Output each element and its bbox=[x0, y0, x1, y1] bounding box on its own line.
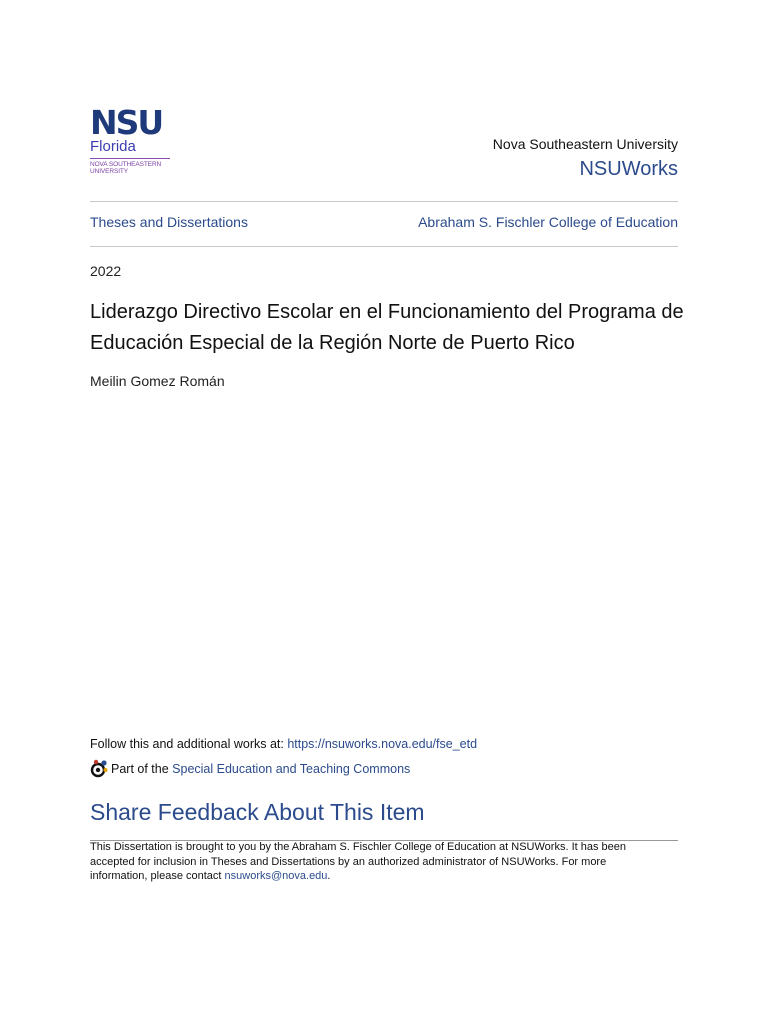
logo-wordmark: NSU bbox=[90, 103, 163, 142]
logo-florida: Florida bbox=[90, 138, 136, 155]
follow-prefix: Follow this and additional works at: bbox=[90, 737, 288, 751]
nsu-florida-logo bbox=[90, 103, 172, 175]
commons-link[interactable]: Special Education and Teaching Commons bbox=[172, 762, 411, 776]
document-title: Liderazgo Directivo Escolar en el Funcionamiento del Programa de Educación Especial de la Región Norte de Puerto Rico bbox=[90, 301, 684, 354]
divider-breadcrumb bbox=[90, 246, 678, 247]
follow-line bbox=[90, 737, 477, 751]
footer-text: This Dissertation is brought to you by the Abraham S. Fischler College of Education at NSUWorks. It has been accepted for inclusion in Theses and Dissertations by an authorized administrator of NSUWorks. For more information, please contact bbox=[90, 841, 627, 882]
footer-end: . bbox=[327, 870, 331, 882]
collection-link[interactable]: Theses and Dissertations bbox=[90, 214, 248, 230]
logo-subtitle-line2: UNIVERSITY bbox=[90, 168, 129, 175]
university-name: Nova Southeastern University bbox=[492, 136, 678, 152]
document-author: Meilin Gomez Román bbox=[90, 373, 225, 389]
share-feedback-link[interactable]: Share Feedback About This Item bbox=[90, 799, 425, 825]
college-link[interactable]: Abraham S. Fischler College of Education bbox=[418, 214, 678, 230]
divider-top bbox=[90, 201, 678, 202]
part-of-prefix: Part of the bbox=[111, 762, 173, 776]
logo-divider bbox=[90, 158, 170, 159]
footer-note bbox=[90, 840, 650, 884]
repository-link[interactable]: NSUWorks bbox=[579, 158, 678, 180]
logo-subtitle-line1: NOVA SOUTHEASTERN bbox=[90, 161, 162, 168]
contact-email-link[interactable]: nsuworks@nova.edu bbox=[224, 870, 328, 882]
publication-year: 2022 bbox=[90, 263, 122, 279]
collection-url-link[interactable]: https://nsuworks.nova.edu/fse_etd bbox=[287, 737, 478, 751]
commons-network-icon bbox=[90, 759, 108, 779]
part-of-line bbox=[90, 759, 410, 779]
